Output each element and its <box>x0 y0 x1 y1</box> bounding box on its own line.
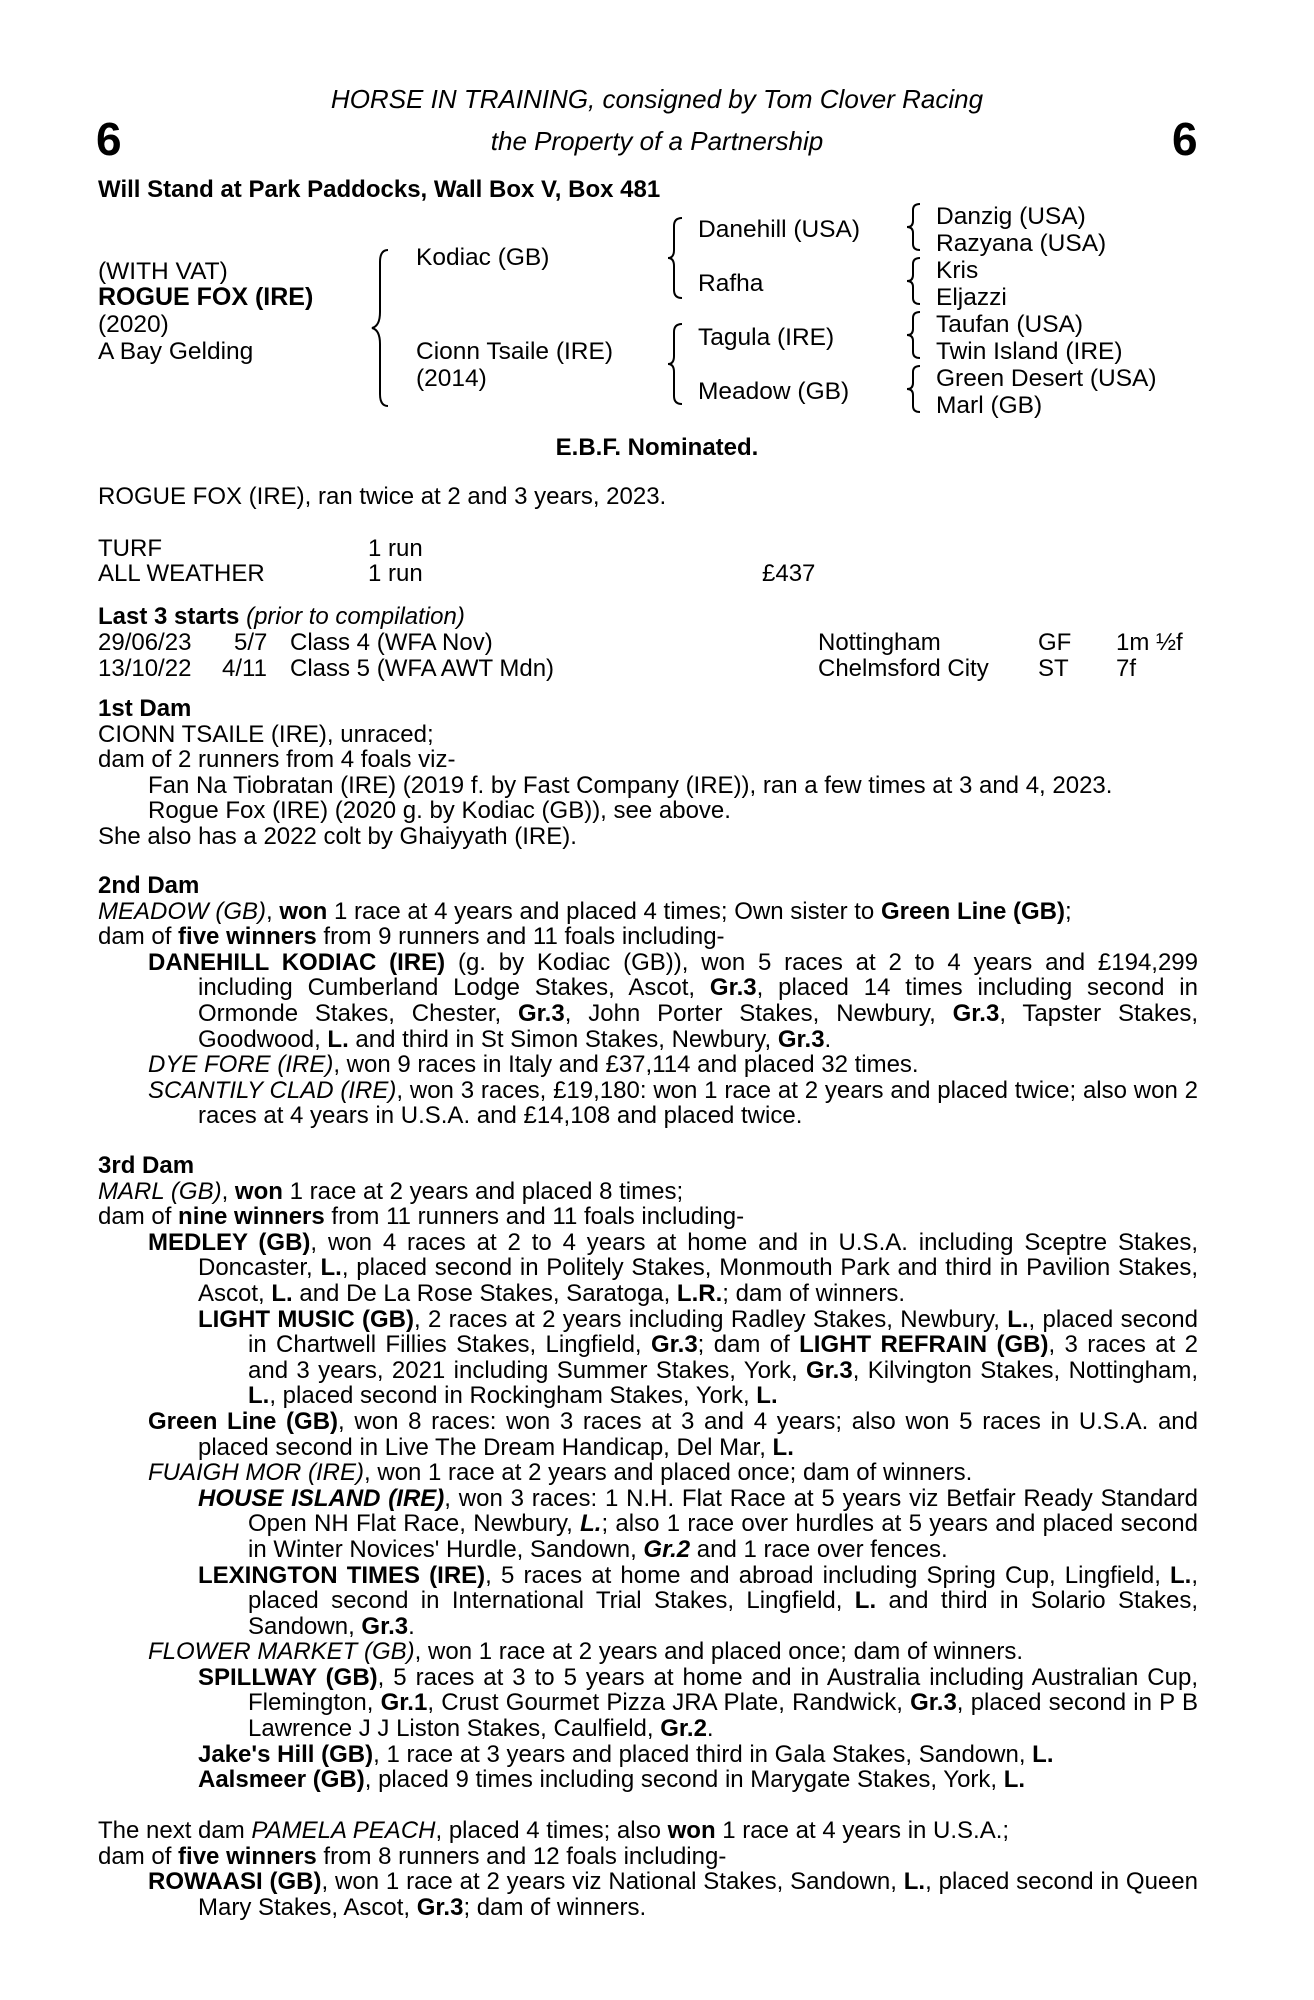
produce-entry <box>98 1052 1198 1078</box>
dam-name: MEADOW (GB) <box>98 897 266 925</box>
text-run: HOUSE ISLAND (IRE) <box>198 1484 445 1512</box>
dam-name: Cionn Tsaile (IRE) <box>416 338 613 365</box>
text-run: from 9 runners and 11 foals including- <box>316 923 725 951</box>
section-heading: 3rd Dam <box>98 1152 195 1179</box>
text-run: Gr.3 <box>709 974 757 1002</box>
text-run: FUAIGH MOR (IRE) <box>148 1459 364 1487</box>
text-run: , won 3 races, £19,180: won 1 race at 2 years and placed twice; also won 2 races at 4 years in U.S.A. and £14,108 and placed twice. <box>198 1076 1198 1130</box>
text-run: and 1 race over fences. <box>690 1535 948 1563</box>
start-course: Nottingham <box>818 629 941 656</box>
dam-line: She also has a 2022 colt by Ghaiyyath (IRE). <box>98 822 577 850</box>
start-position: 4/11 <box>222 655 267 682</box>
pedigree-brace-sire <box>664 216 688 300</box>
horse-description: A Bay Gelding <box>98 338 254 365</box>
text-run: Gr.3 <box>518 999 565 1027</box>
text-run: , 5 races at 3 to 5 years at home and in Australia including Australian Cup, Flemington, <box>248 1663 1198 1717</box>
runs-turf-surface: TURF <box>98 535 162 562</box>
pedigree-brace-dam <box>664 322 688 406</box>
start-race: Class 4 (WFA Nov) <box>290 629 493 656</box>
dam-line <box>98 924 1198 950</box>
text-run: L. <box>854 1587 877 1615</box>
dam-line <box>98 1844 1198 1870</box>
section-heading: 2nd Dam <box>98 872 200 899</box>
lot-number-right: 6 <box>1172 113 1198 165</box>
ggsire-4: Green Desert (USA) <box>936 365 1157 392</box>
ebf-nominated: E.B.F. Nominated. <box>555 434 759 461</box>
text-run: won <box>667 1817 716 1844</box>
produce-entry <box>98 1563 1198 1640</box>
dam-dam: Meadow (GB) <box>698 378 850 405</box>
text-run: five winners <box>178 923 317 951</box>
text-run: , 5 races at home and abroad including Spring Cup, Lingfield, <box>485 1561 1171 1589</box>
text-run: ROWAASI (GB) <box>148 1868 322 1896</box>
produce-entry <box>98 1409 1198 1460</box>
runs-aw-count: 1 run <box>368 560 423 587</box>
stand-location: Will Stand at Park Paddocks, Wall Box V, Box 481 <box>98 176 661 203</box>
consignor-line: HORSE IN TRAINING, consigned by Tom Clover Racing <box>330 84 984 114</box>
produce-entry <box>98 1639 1198 1665</box>
text-run: ; <box>1064 897 1072 925</box>
text-run: , <box>221 1177 235 1205</box>
horse-name: ROGUE FOX (IRE) <box>98 283 314 311</box>
section-heading: 1st Dam <box>98 695 192 722</box>
start-going: GF <box>1038 629 1072 656</box>
runs-aw-surface: ALL WEATHER <box>98 560 265 587</box>
third-dam-section <box>98 1153 1198 1793</box>
produce-entry <box>98 1665 1198 1742</box>
text-run: dam of <box>98 923 179 951</box>
dam-line <box>98 1818 1198 1844</box>
text-run: , placed second in Queen Mary Stakes, Ascot, <box>198 1868 1198 1921</box>
ggdam-4: Marl (GB) <box>936 392 1043 419</box>
dam-sire: Tagula (IRE) <box>698 324 835 351</box>
text-run: DANEHILL KODIAC (IRE) <box>148 948 446 976</box>
text-run: , won 4 races at 2 to 4 years at home and in U.S.A. including Sceptre Stakes, Doncaster, <box>198 1228 1198 1282</box>
text-run: L. <box>772 1433 794 1461</box>
text-run: , placed second in Rockingham Stakes, York, <box>269 1382 757 1410</box>
pedigree-brace-g3 <box>904 310 926 360</box>
produce-entry <box>98 1230 1198 1307</box>
ggsire-1: Danzig (USA) <box>936 203 1086 230</box>
text-run: L. <box>248 1382 270 1410</box>
text-run: Gr.3 <box>777 1025 825 1053</box>
text-run: L. <box>903 1868 926 1896</box>
text-run: Gr.2 <box>660 1715 707 1743</box>
text-run: (g. by Kodiac (GB)), won 5 races at 2 to 4 years and £194,299 including Cumberland Lodge Stakes, Ascot, <box>198 948 1199 1002</box>
text-run: L. <box>1003 1766 1026 1794</box>
dam-name: MARL (GB) <box>98 1177 222 1205</box>
vat-note: (WITH VAT) <box>98 258 228 285</box>
ggdam-2: Eljazzi <box>936 284 1007 311</box>
text-run: LEXINGTON TIMES (IRE) <box>198 1561 486 1589</box>
produce-line: Rogue Fox (IRE) (2020 g. by Kodiac (GB)), see above. <box>148 797 731 825</box>
text-run: L. <box>756 1382 778 1410</box>
text-run: L. <box>1032 1740 1054 1768</box>
produce-line: Fan Na Tiobratan (IRE) (2019 f. by Fast Company (IRE)), ran a few times at 3 and 4, 2023. <box>148 771 1113 799</box>
text-run: . <box>824 1025 832 1053</box>
ggsire-2: Kris <box>936 257 979 284</box>
text-run: , placed second in Chartwell Fillies Stakes, Lingfield, <box>248 1305 1198 1359</box>
text-run: , won 8 races: won 3 races at 3 and 4 years; also won 5 races in U.S.A. and placed second in Live The Dream Handicap, Del Mar, <box>198 1407 1198 1461</box>
start-date: 29/06/23 <box>98 629 192 656</box>
text-run: , won 1 race at 2 years viz National Stakes, Sandown, <box>321 1868 904 1896</box>
last-starts-note: (prior to compilation) <box>246 603 465 630</box>
text-run: , 3 races at 2 and 3 years, 2021 including Summer Stakes, York, <box>248 1331 1198 1384</box>
produce-entry <box>98 1742 1198 1768</box>
dam-line: CIONN TSAILE (IRE), unraced; <box>98 720 434 748</box>
text-run: L. <box>271 1279 293 1307</box>
produce-entry <box>98 1460 1198 1486</box>
text-run: 1 race at 2 years and placed 8 times; <box>282 1177 684 1205</box>
text-run: dam of <box>98 1842 179 1870</box>
text-run: Gr.3 <box>910 1689 957 1717</box>
dam-year: (2014) <box>416 365 487 392</box>
text-run: won <box>279 897 328 925</box>
text-run: Gr.3 <box>361 1612 409 1640</box>
dam-name: PAMELA PEACH <box>251 1817 436 1844</box>
start-course: Chelmsford City <box>818 655 989 682</box>
text-run: dam of <box>98 1203 179 1231</box>
text-run: 1 race at 4 years in U.S.A.; <box>715 1817 1010 1844</box>
sire-dam: Rafha <box>698 270 764 297</box>
text-run: Gr.3 <box>650 1331 698 1359</box>
text-run: , placed 14 times including second in Ormonde Stakes, Chester, <box>198 974 1198 1027</box>
text-run: five winners <box>178 1842 317 1870</box>
ggdam-3: Twin Island (IRE) <box>936 338 1123 365</box>
text-run: SPILLWAY (GB) <box>198 1663 378 1691</box>
text-run: Green Line (GB) <box>148 1407 339 1435</box>
text-run: ; also 1 race over hurdles at 5 years and placed second in Winter Novices' Hurdle, Sandown, <box>248 1510 1198 1563</box>
text-run: FLOWER MARKET (GB) <box>148 1638 415 1666</box>
text-run: , Tapster Stakes, Goodwood, <box>198 999 1198 1053</box>
text-run: , placed 4 times; also <box>435 1817 668 1844</box>
start-race: Class 5 (WFA AWT Mdn) <box>290 655 555 682</box>
text-run: . <box>706 1715 714 1743</box>
text-run: , <box>266 897 280 925</box>
text-run: , placed second in Politely Stakes, Monmouth Park and third in Pavilion Stakes, Ascot, <box>198 1254 1198 1307</box>
text-run: , Kilvington Stakes, Nottingham, <box>852 1356 1199 1384</box>
dam-line <box>98 899 1198 925</box>
text-run: , placed second in International Trial Stakes, Lingfield, <box>248 1561 1199 1615</box>
text-run: , Crust Gourmet Pizza JRA Plate, Randwick, <box>427 1689 911 1717</box>
last-starts-heading <box>98 604 465 630</box>
text-run: L. <box>320 1254 342 1282</box>
text-run: nine winners <box>178 1203 325 1231</box>
text-run: ; dam of winners. <box>722 1279 905 1307</box>
start-going: ST <box>1038 655 1069 682</box>
produce-entry <box>98 1486 1198 1563</box>
text-run: Gr.3 <box>806 1356 853 1384</box>
text-run: Gr.1 <box>380 1689 428 1717</box>
produce-entry <box>98 950 1198 1052</box>
text-run: won <box>234 1177 283 1205</box>
produce-entry <box>98 1869 1198 1920</box>
property-line: the Property of a Partnership <box>490 126 824 156</box>
race-summary: ROGUE FOX (IRE), ran twice at 2 and 3 years, 2023. <box>98 483 667 510</box>
pedigree-brace-main <box>368 248 398 408</box>
ggdam-1: Razyana (USA) <box>936 230 1107 257</box>
text-run: Aalsmeer (GB) <box>198 1766 365 1794</box>
text-run: Green Line (GB) <box>880 897 1065 925</box>
last-starts-title: Last 3 starts <box>98 603 240 630</box>
text-run: L. <box>327 1025 349 1053</box>
text-run: L. <box>1007 1305 1029 1333</box>
text-run: , 1 race at 3 years and placed third in Gala Stakes, Sandown, <box>373 1740 1033 1768</box>
text-run: and De La Rose Stakes, Saratoga, <box>292 1279 677 1307</box>
dam-line: dam of 2 runners from 4 foals viz- <box>98 746 456 774</box>
text-run: from 8 runners and 12 foals including- <box>316 1842 727 1870</box>
text-run: Gr.3 <box>416 1893 464 1921</box>
text-run: DYE FORE (IRE) <box>148 1051 334 1079</box>
sire-name: Kodiac (GB) <box>416 244 550 271</box>
pedigree-brace-g1 <box>904 202 926 252</box>
start-distance: 7f <box>1116 655 1137 682</box>
runs-turf-count: 1 run <box>368 535 423 562</box>
text-run: The next dam <box>98 1817 252 1844</box>
text-run: , won 1 race at 2 years and placed once; dam of winners. <box>414 1638 1024 1666</box>
text-run: . <box>408 1612 415 1640</box>
start-distance: 1m ½f <box>1116 629 1183 656</box>
text-run: L.R. <box>676 1279 723 1307</box>
text-run: , placed second in P B Lawrence J J Liston Stakes, Caulfield, <box>248 1689 1198 1743</box>
text-run: and third in St Simon Stakes, Newbury, <box>348 1025 778 1053</box>
text-run: ; dam of winners. <box>463 1893 647 1921</box>
pedigree-brace-g2 <box>904 256 926 306</box>
text-run: LIGHT MUSIC (GB) <box>198 1305 414 1333</box>
text-run: L. <box>580 1510 602 1538</box>
produce-entry <box>98 1767 1198 1793</box>
text-run: Jake's Hill (GB) <box>198 1740 374 1768</box>
text-run: and third in Solario Stakes, Sandown, <box>248 1587 1199 1640</box>
runs-aw-prize: £437 <box>762 560 816 587</box>
dam-line <box>98 1204 1198 1230</box>
text-run: LIGHT REFRAIN (GB) <box>799 1331 1049 1359</box>
text-run: , placed 9 times including second in Marygate Stakes, York, <box>364 1766 1004 1794</box>
produce-entry <box>98 1307 1198 1409</box>
text-run: , won 3 races: 1 N.H. Flat Race at 5 years viz Betfair Ready Standard Open NH Flat Race, Newbury, <box>248 1484 1198 1538</box>
next-dam-section <box>98 1818 1198 1920</box>
pedigree-brace-g4 <box>904 364 926 414</box>
text-run: 1 race at 4 years and placed 4 times; Own sister to <box>327 897 881 925</box>
dam-line <box>98 1179 1198 1205</box>
lot-number-left: 6 <box>96 113 122 165</box>
horse-year: (2020) <box>98 311 169 338</box>
second-dam-section <box>98 873 1198 1129</box>
text-run: MEDLEY (GB) <box>148 1228 311 1256</box>
first-dam-section <box>98 696 1198 850</box>
text-run: , John Porter Stakes, Newbury, <box>564 999 953 1027</box>
text-run: Gr.2 <box>643 1535 691 1563</box>
produce-entry <box>98 1078 1198 1129</box>
text-run: SCANTILY CLAD (IRE) <box>148 1076 397 1104</box>
text-run: Gr.3 <box>952 999 1000 1027</box>
text-run: L. <box>1170 1561 1192 1589</box>
text-run: , won 1 race at 2 years and placed once; dam of winners. <box>364 1459 973 1487</box>
text-run: from 11 runners and 11 foals including- <box>324 1203 745 1231</box>
text-run: , won 9 races in Italy and £37,114 and placed 32 times. <box>333 1051 919 1079</box>
start-position: 5/7 <box>234 629 268 656</box>
ggsire-3: Taufan (USA) <box>936 311 1084 338</box>
start-date: 13/10/22 <box>98 655 192 682</box>
sire-sire: Danehill (USA) <box>698 216 861 243</box>
text-run: , 2 races at 2 years including Radley Stakes, Newbury, <box>413 1305 1008 1333</box>
text-run: ; dam of <box>697 1331 800 1359</box>
